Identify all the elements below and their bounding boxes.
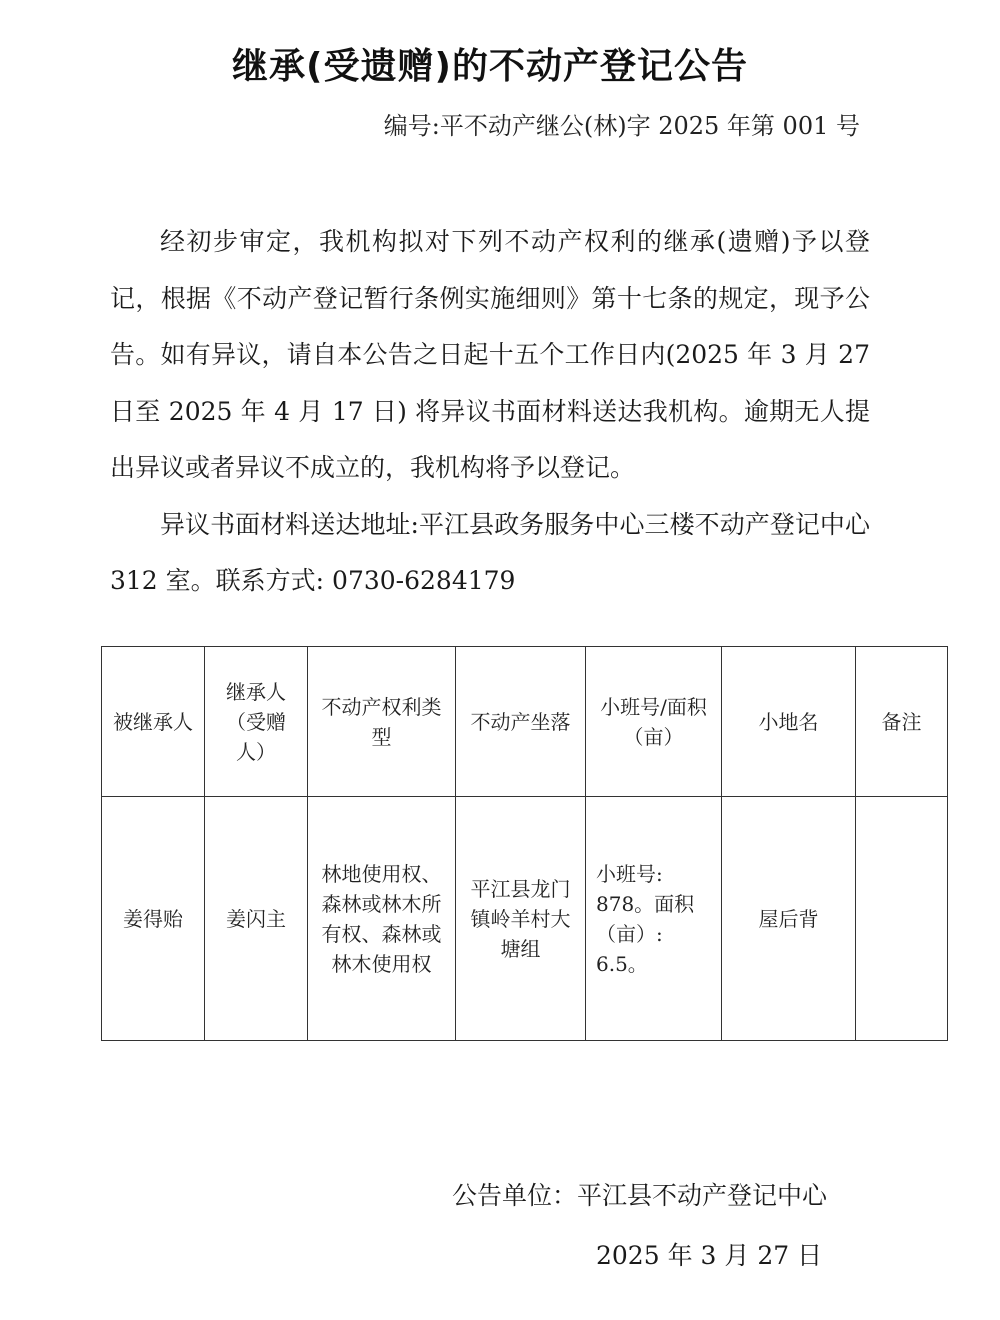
cell-heir: 姜闪主 [205,797,308,1041]
issuing-unit: 公告单位：平江县不动产登记中心 [452,1181,828,1210]
cell-remark [856,797,948,1041]
table-row [102,797,948,1041]
notice-body [110,214,870,610]
issue-date: 2025 年 3 月 27 日 [596,1241,823,1270]
header-right-type: 不动产权利类型 [308,647,456,797]
header-heir: 继承人（受赠人） [205,647,308,797]
header-location: 不动产坐落 [456,647,586,797]
document-number: 编号:平不动产继公(林)字 2025 年第 001 号 [383,112,860,140]
cell-decedent: 姜得贻 [102,797,205,1041]
header-place-name: 小地名 [722,647,856,797]
cell-parcel-area: 小班号: 878。面积（亩）: 6.5。 [586,797,722,1041]
notice-paragraph-2: 异议书面材料送达地址:平江县政务服务中心三楼不动产登记中心 312 室。联系方式: 0730-6284179 [110,509,870,595]
header-remark: 备注 [856,647,948,797]
cell-location: 平江县龙门镇岭羊村大塘组 [456,797,586,1041]
cell-place-name: 屋后背 [722,797,856,1041]
notice-paragraph-1: 经初步审定，我机构拟对下列不动产权利的继承(遗赠)予以登记，根据《不动产登记暂行条例实施细则》第十七条的规定，现予公告。如有异议，请自本公告之日起十五个工作日内(2025 年 3 月 27 日至 2025 年 4 月 17 日) 将异议书面材料送达我机构。逾期无人提出异议或者异议不成立的，我机构将予以登记。 [110,227,870,482]
property-table [101,646,948,1041]
cell-right-type: 林地使用权、森林或林木所有权、森林或林木使用权 [308,797,456,1041]
header-parcel-area: 小班号/面积（亩） [586,647,722,797]
notice-title: 继承(受遗赠)的不动产登记公告 [232,46,748,87]
header-decedent: 被继承人 [102,647,205,797]
table-header-row [102,647,948,797]
